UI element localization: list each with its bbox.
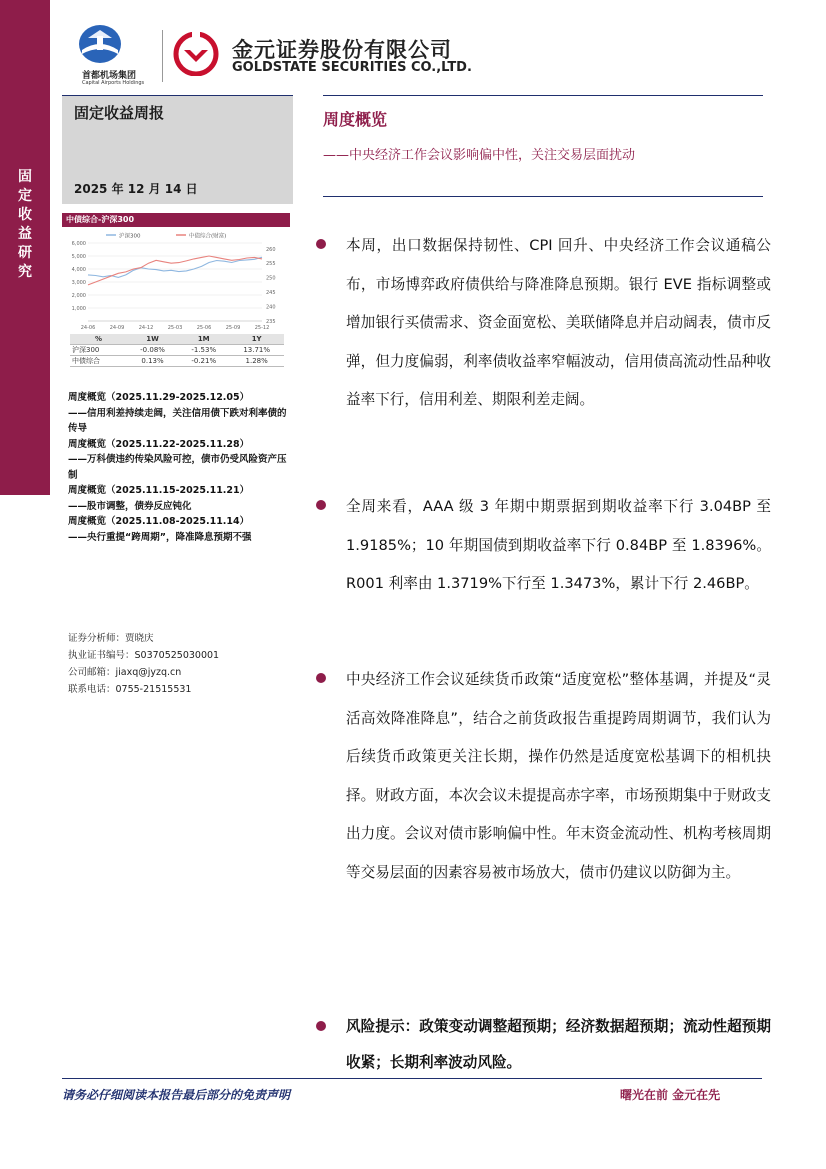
y-left-tick-label: 6,000 [71,241,86,247]
paragraph-risk-warning: 风险提示：政策变动调整超预期；经济数据超预期；流动性超预期收紧；长期利率波动风险。 [346,1018,771,1071]
y-right-tick-label: 240 [266,304,276,311]
y-left-tick-label: 2,000 [71,293,86,299]
y-right-tick-label: 235 [266,319,276,325]
list-item [68,483,293,514]
analyst-phone: 联系电话：0755-21515531 [68,684,192,695]
analyst-email: 公司邮箱：jiaxq@jyzq.cn [68,667,182,678]
main-subtitle: ——中央经济工作会议影响偏中性，关注交易层面扰动 [323,148,636,163]
goldstate-logo [170,32,490,78]
right-divider-rule [323,196,763,197]
perf-cell: 0.13% [127,356,178,367]
footer-rule [62,1078,762,1079]
history-title: 周度概览（2025.11.08-2025.11.14） [68,516,250,527]
bullet-icon [316,1021,326,1031]
side-bar [0,0,50,495]
x-tick-label: 25-06 [196,325,212,331]
history-list [68,390,293,545]
list-item [68,437,293,484]
capital-airports-logo [78,24,158,88]
analyst-info [68,630,293,698]
y-right-tick-label: 255 [266,261,276,268]
list-item [68,390,293,437]
perf-header-cell: % [70,334,127,345]
x-tick-label: 24-06 [80,325,96,331]
paragraph-yield-changes: 全周来看，AAA 级 3 年期中期票据到期收益率下行 3.04BP 至 1.9185%；10 年期国债到期收益率下行 0.84BP 至 1.8396%。R001 利率由 1.3719%下行至 1.3473%，累计下行 2.46BP。 [346,498,771,592]
perf-header-cell: 1Y [229,334,284,345]
company-name-en: GOLDSTATE SECURITIES CO.,LTD. [232,60,472,75]
capital-logo-en: Capital Airports Holdings [82,80,145,86]
footer-disclaimer: 请务必仔细阅读本报告最后部分的免责声明 [62,1088,291,1102]
table-row [70,356,284,367]
perf-header-cell: 1W [127,334,178,345]
logo-divider [162,30,163,82]
y-left-tick-label: 1,000 [71,306,86,312]
perf-row-name: 中债综合 [70,356,127,367]
paragraph-weekly-summary: 本周，出口数据保持韧性、CPI 回升、中央经济工作会议通稿公布，市场博弈政府债供给与降准降息预期。银行 EVE 指标调整或增加银行买债需求、资金面宽松、美联储降息并启动阔表，债市反弹，但力度偏弱，利率债收益率窄幅波动，信用债高流动性品种收益率下行，信用利差、期限利差走阔。 [346,237,771,408]
legend-label: 沪深300 [119,233,141,240]
performance-table [70,334,284,367]
capital-airports-emblem-icon [78,24,122,64]
chart-title: 中债综合-沪深300 [62,213,290,227]
x-tick-label: 25-09 [225,325,241,331]
bullet-icon [316,673,326,683]
report-type: 固定收益周报 [74,104,165,122]
main-title: 周度概览 [323,110,388,129]
history-desc: ——股市调整，债券反应钝化 [68,500,192,512]
perf-cell: -0.21% [178,356,229,367]
history-title: 周度概览（2025.11.22-2025.11.28） [68,438,250,450]
list-item [68,514,293,545]
paragraph-policy-analysis: 中央经济工作会议延续货币政策“适度宽松”整体基调，并提及“灵活高效降准降息”，结合之前货政报告重提跨周期调节，我们认为后续货币政策更关注长期，操作仍然是适度宽松基调下的相机抉择。财政方面，本次会议未提提高赤字率，市场预期集中于财政支出力度。会议对债市影响偏中性。年末资金流动性、机构考核周期等交易层面的因素容易被市场放大，债市仍建议以防御为主。 [346,671,771,881]
x-tick-label: 25-12 [254,325,270,331]
history-title: 周度概览（2025.11.29-2025.12.05） [68,392,250,403]
perf-table-header [70,334,284,345]
company-name-zh: 金元证券股份有限公司 [232,38,452,62]
footer-slogan: 曙光在前 金元在先 [620,1088,721,1102]
bullet-icon [316,500,326,510]
analyst-name: 证券分析师：贾晓庆 [68,633,154,644]
y-right-tick-label: 245 [266,290,276,297]
y-left-tick-label: 3,000 [71,280,86,286]
bullet-icon [316,239,326,249]
perf-cell: -0.08% [127,345,178,356]
x-tick-label: 24-12 [138,325,154,331]
perf-cell: 13.71% [229,345,284,356]
x-tick-label: 25-03 [167,325,183,331]
history-desc: ——万科债违约传染风险可控，债市仍受风险资产压制 [68,454,287,481]
y-right-tick-label: 250 [266,275,276,282]
y-left-tick-label: 4,000 [71,267,86,273]
table-row [70,345,284,356]
history-title: 周度概览（2025.11.15-2025.11.21） [68,485,250,496]
goldstate-emblem-icon [170,32,222,76]
y-right-tick-label: 260 [266,246,276,253]
market-chart [62,213,290,373]
report-date: 2025 年 12 月 14 日 [74,182,198,196]
side-bar-label: 固定收益研究 [18,169,32,280]
y-left-tick-label: 5,000 [71,254,86,260]
x-tick-label: 24-09 [109,325,125,331]
history-desc: ——信用利差持续走阔，关注信用债下跌对利率债的传导 [68,407,287,434]
perf-cell: 1.28% [229,356,284,367]
analyst-cert: 执业证书编号：S0370525030001 [68,650,220,661]
perf-cell: -1.53% [178,345,229,356]
chart-plot [62,227,290,333]
history-desc: ——央行重提“跨周期”，降准降息预期不强 [68,531,252,543]
perf-header-cell: 1M [178,334,229,345]
report-info-box [62,96,293,204]
right-top-rule [323,95,763,96]
perf-row-name: 沪深300 [70,345,127,356]
legend-label: 中债综合(财富) [189,233,227,240]
capital-logo-zh: 首都机场集团 [82,71,137,81]
